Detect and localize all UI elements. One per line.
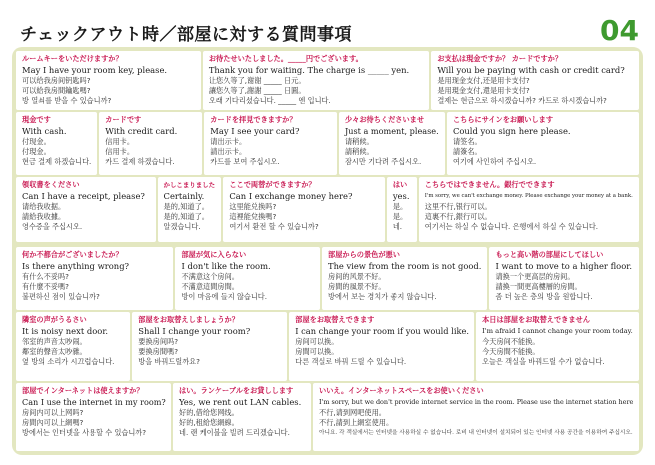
checkout-section [16,51,639,242]
chinese-simplified: 好的,借给您网线。 [179,407,239,417]
chinese-traditional: 請出示卡。 [210,146,247,156]
page-header [12,14,643,47]
japanese-heading: はい。ランケーブルをお貸しします [179,386,294,395]
chinese-simplified: 房间可以换。 [295,336,339,346]
korean-phrase: 좀 더 높은 층의 방을 원합니다. [495,291,593,301]
english-phrase: May I see your card? [210,126,300,136]
chinese-simplified: 信用卡。 [105,136,135,146]
japanese-heading: ルームキーをいただけますか？ [22,54,123,63]
korean-phrase: 불편하신 점이 있습니까? [22,291,100,301]
chinese-traditional: 信用卡。 [105,146,135,156]
japanese-heading: お支払は現金ですか？ カードですか？ [437,54,563,63]
phrase-card [313,383,639,451]
japanese-heading: はい [392,180,408,189]
japanese-heading: こちらではできません。銀行でできます [424,180,555,189]
phrase-card [387,177,417,242]
chinese-simplified: 是。 [392,201,408,211]
korean-phrase: 카드 결제 하겠습니다. [105,156,175,166]
phrase-card [16,312,130,381]
chinese-traditional: 請換一間更高樓層的房間。 [495,281,582,291]
english-phrase: Can I exchange money here? [229,191,353,201]
english-phrase: Can I use the internet in my room? [22,397,166,407]
phrase-card [431,51,639,110]
korean-phrase: 카드를 보여 주십시오. [210,156,280,166]
chinese-simplified: 请换一个更高层的房间。 [495,271,575,281]
korean-phrase: 여기서 환전 할 수 있습니까? [229,221,319,231]
english-phrase: With credit card. [105,126,178,136]
japanese-heading: もっと高い階の部屋にしてほしい [495,250,604,259]
japanese-heading: いいえ。インターネットスペースをお使いください [319,386,484,395]
chinese-simplified: 是的,知道了。 [163,201,209,211]
phrase-card [476,312,639,381]
phrase-card [16,383,171,451]
korean-phrase: 네. [392,221,403,231]
chinese-simplified: 今天房间不能换。 [482,336,540,346]
chinese-simplified: 房间的风景不好。 [328,271,386,281]
chinese-traditional: 可以給我房間鑰匙嗎? [22,85,91,95]
english-phrase: With cash. [22,126,67,136]
english-phrase: Will you be paying with cash or credit card? [437,65,625,75]
japanese-heading: カードを拝見できますか？ [210,115,297,124]
english-phrase: Could you sign here please. [452,126,571,136]
japanese-heading: お待たせいたしました。_____円でございます。 [208,54,363,63]
phrase-row [16,112,639,175]
chinese-simplified: 是用现金支付,还是用卡支付? [437,75,530,85]
phrase-card [175,247,320,310]
chinese-traditional: 不滿意這間房間。 [181,281,239,291]
japanese-heading: 部屋が気に入らない [181,250,247,259]
chinese-simplified: 请出示卡。 [210,136,247,146]
korean-phrase: 여기에 사인하여 주십시오. [452,156,537,166]
phrase-card [447,112,639,175]
phrase-card [16,112,97,175]
japanese-heading: 部屋からの景色が悪い [328,250,400,259]
phrase-card [339,112,445,175]
korean-phrase: 다른 객실로 바꿔 드릴 수 있습니다. [295,356,407,366]
english-phrase: Shall I change your room? [138,326,251,336]
chinese-traditional: 這裏不行,銀行可以。 [424,211,492,221]
chinese-traditional: 好的,租給您網線。 [179,417,239,427]
phrase-sheet [12,47,643,455]
chinese-simplified: 请签名。 [452,136,482,146]
korean-phrase: 옆 방의 소리가 시끄럽습니다. [22,356,115,366]
korean-phrase: 네. 랜 케이블을 빌려 드리겠습니다. [179,427,290,437]
japanese-heading: 現金です [22,115,51,124]
chinese-traditional: 這裡能兌換嗎? [229,211,277,221]
phrase-card [173,383,311,451]
english-phrase: It is noisy next door. [22,326,109,336]
chinese-simplified: 不满意这个房间。 [181,271,239,281]
chinese-simplified: 可以给我房间钥匙吗? [22,75,91,85]
phrase-card [489,247,639,310]
korean-phrase: 아니요. 각 객실에서는 인터넷을 사용하실 수 없습니다. 로비 내 인터넷이 설치되어 있는 인터넷 사용 공간을 이용하여 주십시오. [319,429,633,436]
japanese-heading: ここで両替ができますか？ [229,180,316,189]
chinese-traditional: 請稍候。 [344,146,374,156]
phrase-card [223,177,384,242]
chinese-traditional: 有什麼不妥嗎? [22,281,69,291]
chinese-simplified: 这里能兑换吗? [229,201,277,211]
chinese-traditional: 付現金。 [22,146,51,156]
korean-phrase: 방에서 보는 경치가 좋지 않습니다. [328,291,437,301]
japanese-heading: 本日は部屋をお取替えできません [482,315,590,324]
chinese-simplified: 要换房间吗? [138,336,179,346]
chinese-simplified: 付现金。 [22,136,51,146]
english-phrase: The view from the room is not good. [328,261,482,271]
english-phrase: I want to move to a higher floor. [495,261,633,271]
korean-phrase: 방 열쇠를 받을 수 있습니까? [22,95,112,105]
phrase-card [419,177,639,242]
english-phrase: I'm afraid I cannot change your room today. [482,327,633,335]
korean-phrase: 여기서는 하실 수 없습니다. 은행에서 하실 수 있습니다. [424,221,599,231]
english-phrase: Just a moment, please. [344,126,439,136]
chinese-simplified: 请稍候。 [344,136,374,146]
korean-phrase: 현금 결제 하겠습니다. [22,156,92,166]
phrase-row [16,312,639,381]
chinese-traditional: 請簽名。 [452,146,482,156]
japanese-heading: 部屋でインターネットは使えますか？ [22,386,144,395]
phrase-card [16,247,173,310]
phrase-card [203,51,430,110]
chinese-simplified: 这里不行,银行可以。 [424,201,492,211]
chinese-traditional: 是用現金支付,還是用卡支付? [437,85,530,95]
korean-phrase: 방을 바꿔드릴까요? [138,356,200,366]
chinese-traditional: 房間的風景不好。 [328,281,386,291]
japanese-heading: 領収書をください [22,180,80,189]
phrase-card [132,312,287,381]
chinese-traditional: 鄰室的聲音太吵雜。 [22,346,87,356]
chinese-traditional: 要換房間嗎? [138,346,179,356]
chinese-traditional: 是。 [392,211,408,221]
chinese-traditional: 不行,請到上網室使用。 [319,417,394,427]
phrase-row [16,247,639,310]
chinese-traditional: 今天房間不能換。 [482,346,540,356]
chinese-traditional: 讓您久等了,謝謝 _____ 日圓。 [208,85,306,95]
english-phrase: yes. [392,191,410,201]
phrase-row [16,51,639,110]
chinese-traditional: 房間內可以上網嗎? [22,417,84,427]
korean-phrase: 결제는 현금으로 하시겠습니까? 카드로 하시겠습니까? [437,95,607,105]
phrase-row [16,383,639,451]
phrase-card [16,51,201,110]
chinese-traditional: 請給我收據。 [22,211,66,221]
phrase-card [289,312,474,381]
chinese-traditional: 房間可以換。 [295,346,339,356]
room-complaints-section [16,247,639,451]
japanese-heading: 部屋をお取替えしましょうか？ [138,315,239,324]
english-phrase: Is there anything wrong? [22,261,130,271]
english-phrase: I'm sorry, we can't exchange money. Please exchange your money at a bank. [424,193,633,199]
chinese-simplified: 有什么不妥吗? [22,271,69,281]
korean-phrase: 오래 기다리셨습니다. _____ 엔 입니다. [208,95,331,105]
chinese-traditional: 是的,知道了。 [163,211,209,221]
japanese-heading: 何か不都合がございましたか？ [22,250,123,259]
chinese-simplified: 不行,请到网吧使用。 [319,407,386,417]
korean-phrase: 영수증을 주십시오. [22,221,83,231]
phrase-card [204,112,337,175]
japanese-heading: かしこまりました [163,181,216,189]
english-phrase: Thank you for waiting. The charge is _____ yen. [208,65,410,75]
page-number: 04 [600,14,639,47]
english-phrase: Certainly. [163,191,205,201]
japanese-heading: カードです [105,115,142,124]
english-phrase: I'm sorry, but we don't provide internet service in the room. Please use the internet station here [319,398,634,406]
japanese-heading: 部屋をお取替えできます [295,315,375,324]
english-phrase: May I have your room key, please. [22,65,168,75]
english-phrase: Yes, we rent out LAN cables. [179,397,302,407]
japanese-heading: こちらにサインをお願いします [452,115,554,124]
phrase-row [16,177,639,242]
phrase-card [16,177,156,242]
phrase-card [322,247,487,310]
korean-phrase: 오늘은 객실을 바꿔드릴 수가 없습니다. [482,356,605,366]
phrase-card [99,112,202,175]
chinese-simplified: 房间内可以上网吗? [22,407,84,417]
english-phrase: I can change your room if you would like. [295,326,469,336]
english-phrase: I don't like the room. [181,261,271,271]
korean-phrase: 방에서는 인터넷을 사용할 수 있습니까? [22,427,147,437]
phrase-card [158,177,222,242]
chinese-simplified: 请给我收据。 [22,201,66,211]
chinese-simplified: 邻室的声音太吵闹。 [22,336,87,346]
korean-phrase: 알겠습니다. [163,221,201,231]
english-phrase: Can I have a receipt, please? [22,191,145,201]
korean-phrase: 방이 마음에 들지 않습니다. [181,291,267,301]
chinese-simplified: 让您久等了,谢谢 _____ 日元。 [208,75,306,85]
page-title: チェックアウト時／部屋に対する質問事項 [20,25,352,45]
japanese-heading: 隣室の声がうるさい [22,315,87,324]
korean-phrase: 잠시만 기다려 주십시오. [344,156,422,166]
japanese-heading: 少々お待ちくださいませ [344,115,425,124]
